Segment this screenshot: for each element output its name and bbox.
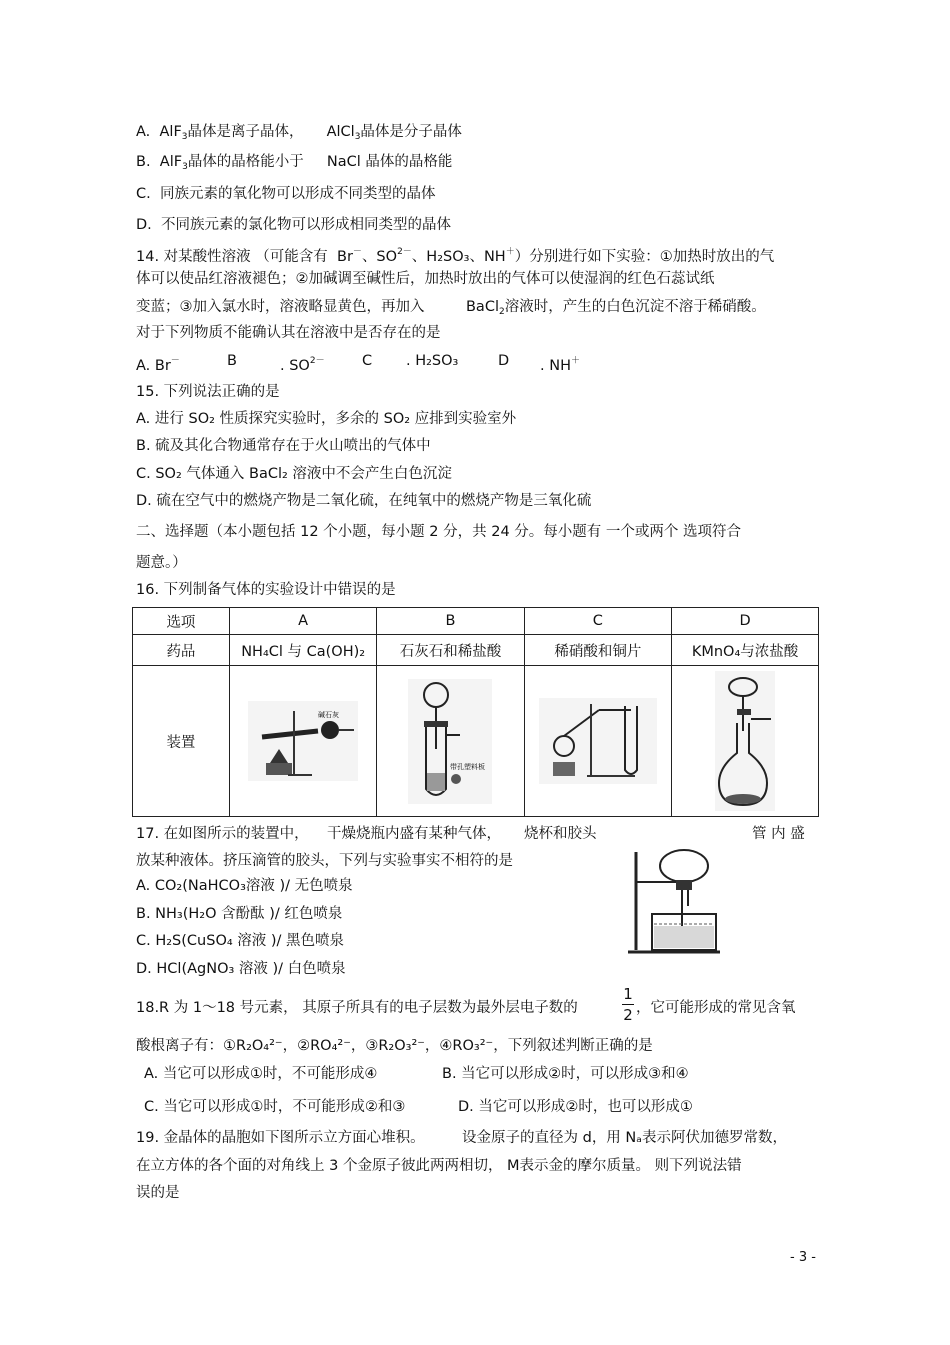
apparatus-b-label: 带孔塑料板 (450, 762, 486, 771)
q19-stem-line1b: 设金原子的直径为 d，用 Nₐ表示阿伏加德罗常数， (462, 1130, 787, 1146)
table-cell: 石灰石和稀盐酸 (377, 635, 524, 666)
table-row-label: 装置 (133, 666, 230, 817)
q17-option-a: A. CO₂(NaHCO₃溶液 )/ 无色喷泉 (136, 878, 353, 894)
table-header: C (524, 608, 672, 635)
q13-option-b: B. AlF$_3$晶体的晶格能小于 NaCl 晶体的晶格能 (136, 154, 453, 172)
table-header: D (672, 608, 819, 635)
q14-stem-line2: 体可以使品红溶液褪色；②加碱调至碱性后，加热时放出的气体可以使湿润的红色石蕊试纸 (136, 271, 715, 287)
q14-option-b: . $SO^{2-}$ (280, 356, 325, 374)
apparatus-a-image (248, 701, 358, 781)
q17-stem-line1c: 烧杯和胶头 (524, 826, 597, 842)
q17-stem-line1d: 管 内 盛 (752, 826, 805, 842)
table-cell: KMnO₄与浓盐酸 (672, 635, 819, 666)
q14-stem-line4: 对于下列物质不能确认其在溶液中是否存在的是 (136, 325, 441, 341)
table-header: 选项 (133, 608, 230, 635)
q16-table (132, 607, 819, 817)
fountain-apparatus-image (626, 846, 722, 958)
q15-option-a: A. 进行 SO₂ 性质探究实验时，多余的 SO₂ 应排到实验室外 (136, 411, 517, 427)
q15-stem: 15. 下列说法正确的是 (136, 384, 280, 400)
fraction-one-half (622, 985, 634, 1024)
q14-stem-line3: 变蓝；③加入氯水时，溶液略显黄色，再加入 BaCl$_2$溶液时，产生的白色沉淀不溶于稀硝酸。 (136, 299, 766, 317)
apparatus-d-cell (672, 666, 819, 817)
apparatus-a-cell (229, 666, 377, 817)
q17-option-c: C. H₂S(CuSO₄ 溶液 )/ 黑色喷泉 (136, 933, 345, 949)
page-number: - 3 - (790, 1250, 816, 1265)
q19-stem-line1a: 19. 金晶体的晶胞如下图所示立方面心堆积。 (136, 1130, 425, 1146)
apparatus-c-cell (524, 666, 672, 817)
table-cell: 稀硝酸和铜片 (524, 635, 672, 666)
q18-stem-line2: 酸根离子有：①R₂O₄²⁻，②RO₄²⁻，③R₂O₃²⁻，④RO₃²⁻，下列叙述判断正确的是 (136, 1038, 653, 1054)
section2-heading-cont: 题意。） (136, 555, 187, 571)
q14-option-b-label: B (227, 353, 237, 369)
section2-heading: 二、选择题（本小题包括 12 个小题，每小题 2 分，共 24 分。每小题有 一个或两个 选项符合 (136, 524, 741, 540)
q14-stem-line1: 14. 对某酸性溶液 （可能含有 Br－、$SO^{2-}$、H₂SO₃、NH＋）分别进行如下实验：①加热时放出的气 (136, 247, 775, 265)
q18-stem-line1a: 18.R 为 1～18 号元素， 其原子所具有的电子层数为最外层电子数的 (136, 1000, 578, 1016)
table-header: A (229, 608, 377, 635)
apparatus-b-image (408, 679, 492, 804)
apparatus-c-image (539, 698, 657, 784)
apparatus-a-label: 碱石灰 (318, 711, 340, 719)
q14-option-d: . NH＋ (540, 356, 580, 374)
q17-option-d: D. HCl(AgNO₃ 溶液 )/ 白色喷泉 (136, 961, 346, 977)
q16-stem: 16. 下列制备气体的实验设计中错误的是 (136, 582, 396, 598)
q19-stem-line2: 在立方体的各个面的对角线上 3 个金原子彼此两两相切， M表示金的摩尔质量。 则下列说法错 (136, 1158, 742, 1174)
table-header: B (377, 608, 524, 635)
q14-option-c-label: C (362, 353, 373, 369)
fraction-numerator: 1 (623, 985, 633, 1003)
q14-option-a: A. Br－ (136, 356, 180, 374)
q18-option-c: C. 当它可以形成①时，不可能形成②和③ (144, 1099, 406, 1115)
q17-option-b: B. NH₃(H₂O 含酚酞 )/ 红色喷泉 (136, 906, 343, 922)
q15-option-c: C. SO₂ 气体通入 BaCl₂ 溶液中不会产生白色沉淀 (136, 466, 452, 482)
apparatus-d-image (715, 671, 775, 811)
q17-stem-line1a: 17. 在如图所示的装置中， (136, 826, 309, 842)
apparatus-b-cell (377, 666, 524, 817)
q13-option-a: A. AlF$_3$晶体是离子晶体， AlCl$_3$晶体是分子晶体 (136, 124, 462, 142)
q14-option-d-label: D (498, 353, 510, 369)
q17-stem-line2: 放某种液体。挤压滴管的胶头，下列与实验事实不相符的是 (136, 853, 513, 869)
q19-stem-line3: 误的是 (136, 1185, 180, 1201)
q18-stem-line1b: ，它可能形成的常见含氧 (636, 1000, 796, 1016)
q13-option-c: C. 同族元素的氧化物可以形成不同类型的晶体 (136, 186, 436, 202)
q18-option-a: A. 当它可以形成①时，不可能形成④ (144, 1066, 378, 1082)
q18-option-d: D. 当它可以形成②时，也可以形成① (458, 1099, 693, 1115)
q14-option-c: . H₂SO₃ (406, 353, 459, 369)
q15-option-d: D. 硫在空气中的燃烧产物是二氧化硫，在纯氧中的燃烧产物是三氧化硫 (136, 493, 592, 509)
table-row-label: 药品 (133, 635, 230, 666)
fraction-denominator: 2 (623, 1006, 633, 1024)
table-cell: NH₄Cl 与 Ca(OH)₂ (229, 635, 377, 666)
q13-option-d: D. 不同族元素的氯化物可以形成相同类型的晶体 (136, 217, 451, 233)
q17-stem-line1b: 干燥烧瓶内盛有某种气体， (327, 826, 501, 842)
q15-option-b: B. 硫及其化合物通常存在于火山喷出的气体中 (136, 438, 431, 454)
q18-option-b: B. 当它可以形成②时，可以形成③和④ (442, 1066, 689, 1082)
